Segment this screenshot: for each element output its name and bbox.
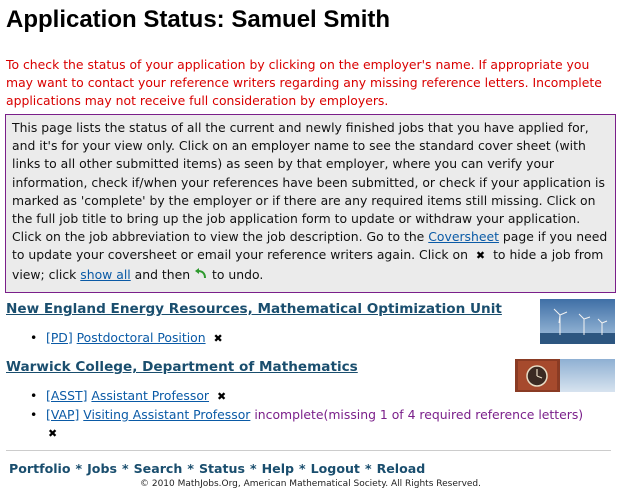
info-text: and then <box>130 266 195 282</box>
list-item <box>30 406 583 443</box>
info-text: page if you need to update your coversheet or email your reference writers again. Click on <box>12 229 608 263</box>
job-list <box>30 387 583 443</box>
nav-separator: * <box>250 461 257 476</box>
list-item <box>30 387 583 406</box>
hide-job-icon[interactable]: ✖ <box>213 332 223 345</box>
nav-separator: * <box>364 461 372 476</box>
nav-status[interactable]: Status <box>198 461 246 476</box>
nav-portfolio[interactable]: Portfolio <box>9 461 71 476</box>
employer-link[interactable]: Warwick College, Department of Mathematics <box>6 359 358 375</box>
nav-separator: * <box>187 461 194 476</box>
x-mark-icon: ✖ <box>475 249 486 263</box>
employer-link[interactable]: New England Energy Resources, Mathematical Optimization Unit <box>6 301 502 317</box>
hide-job-icon[interactable]: ✖ <box>216 390 227 403</box>
status-instructions: To check the status of your application by clicking on the employer's name. If appropriate you may want to contact your reference writers regarding any missing reference letters. Incomplete applications may not receive full consideration by employers. <box>6 57 602 108</box>
nav-reload[interactable]: Reload <box>376 461 426 476</box>
nav-separator: * <box>121 461 129 476</box>
nav-search[interactable]: Search <box>133 461 183 476</box>
nav-logout[interactable]: Logout <box>310 461 360 476</box>
coversheet-link[interactable]: Coversheet <box>428 229 499 245</box>
wind-turbines-photo <box>540 299 615 344</box>
job-list <box>30 329 227 348</box>
job-title-link[interactable]: Visiting Assistant Professor <box>83 407 251 422</box>
job-abbreviation-link[interactable]: [ASST] <box>46 388 88 403</box>
nav-jobs[interactable]: Jobs <box>87 461 117 476</box>
undo-arrow-icon <box>194 267 208 279</box>
footer-divider <box>6 450 611 451</box>
job-abbreviation-link[interactable]: [VAP] <box>46 407 80 422</box>
nav-separator: * <box>75 461 83 476</box>
info-text: to hide a job from view; click <box>12 247 604 282</box>
nav-separator: * <box>299 461 306 476</box>
hide-job-icon[interactable]: ✖ <box>48 427 58 440</box>
page-title: Application Status: Samuel Smith <box>6 6 391 33</box>
info-panel <box>5 114 616 293</box>
copyright-notice: © 2010 MathJobs.Org, American Mathematical Society. All Rights Reserved. <box>139 479 481 489</box>
info-text: This page lists the status of all the current and newly finished jobs that you have applied for, and it's for your view only. Click on an employer name to see the standard cover sheet (with links to all other submitted items) as seen by that employer, where you can verify your information, check if/when your references have been submitted, or check if your application is marked as 'complete' by the employer or if there are any required items still missing. Click on the full job title to bring up the job application form to update or withdraw your application. Click on the job abbreviation to view the job description. Go to the <box>12 120 605 245</box>
show-all-link[interactable]: show all <box>80 266 131 282</box>
job-title-link[interactable]: Assistant Professor <box>91 388 210 403</box>
info-text: to undo. <box>208 266 264 282</box>
job-abbreviation-link[interactable]: [PD] <box>46 330 73 345</box>
application-status: incomplete(missing 1 of 4 required reference letters) <box>254 407 584 422</box>
footer-nav <box>9 461 425 476</box>
nav-help[interactable]: Help <box>261 461 295 476</box>
job-title-link[interactable]: Postdoctoral Position <box>76 330 206 345</box>
list-item <box>30 329 227 348</box>
